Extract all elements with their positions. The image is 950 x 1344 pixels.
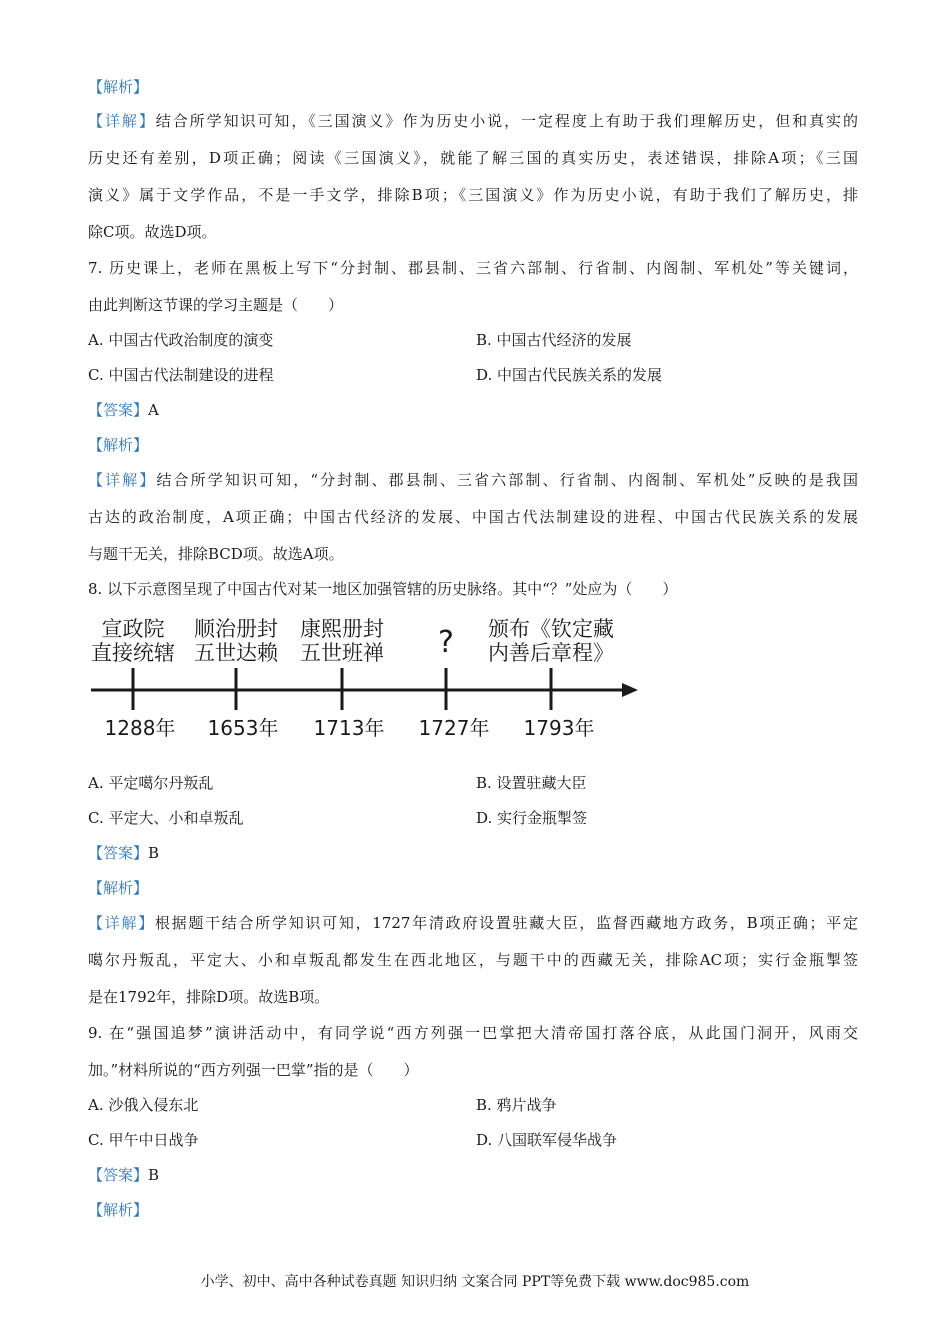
timeline-diagram <box>88 610 648 750</box>
q8-option-c: C. 平定大、小和卓叛乱 <box>88 809 244 827</box>
year-label-1713: 1713年 <box>313 716 385 740</box>
q8-option-b: B. 设置驻藏大臣 <box>476 774 587 792</box>
q7-analysis-tag: 【解析】 <box>88 436 149 454</box>
q8-analysis-tag: 【解析】 <box>88 879 149 897</box>
year-label-1793: 1793年 <box>523 716 595 740</box>
q8-detail-line-2: 噶尔丹叛乱，平定大、小和卓叛乱都发生在西北地区，与题干中的西藏无关，排除AC项；实行金瓶掣签 <box>88 951 858 969</box>
event-1713-line2: 五世班禅 <box>300 641 384 665</box>
event-1727-question-mark: ? <box>438 625 454 660</box>
q7-answer: 【答案】A <box>88 401 159 419</box>
q8-detail-line-3: 是在1792年，排除D项。故选B项。 <box>88 988 330 1006</box>
q7-option-c: C. 中国古代法制建设的进程 <box>88 366 274 384</box>
q8-stem: 8. 以下示意图呈现了中国古代对某一地区加强管辖的历史脉络。其中“？”处应为（ ） <box>88 580 678 598</box>
year-label-1653: 1653年 <box>207 716 279 740</box>
year-label-1288: 1288年 <box>104 716 176 740</box>
q7-option-b: B. 中国古代经济的发展 <box>476 331 632 349</box>
event-1288-line2: 直接统辖 <box>91 641 175 665</box>
q7-detail-line-2: 古达的政治制度，A项正确；中国古代经济的发展、中国古代法制建设的进程、中国古代民族关系的发展 <box>88 508 858 526</box>
q9-answer: 【答案】B <box>88 1166 160 1184</box>
q7-option-a: A. 中国古代政治制度的演变 <box>88 331 274 349</box>
q7-stem-line-2: 由此判断这节课的学习主题是（ ） <box>88 296 344 314</box>
year-label-1727: 1727年 <box>418 716 490 740</box>
event-1793-line1: 颁布《钦定藏 <box>488 617 614 641</box>
q9-option-d: D. 八国联军侵华战争 <box>476 1131 618 1149</box>
timeline-svg <box>88 610 648 750</box>
q7-detail-line-1: 【详解】结合所学知识可知，“分封制、郡县制、三省六部制、行省制、内阁制、军机处”反映的是我国 <box>88 471 858 489</box>
q6-analysis-tag: 【解析】 <box>88 78 149 96</box>
q9-stem-line-2: 加。”材料所说的“西方列强一巴掌”指的是（ ） <box>88 1061 419 1079</box>
q7-option-d: D. 中国古代民族关系的发展 <box>476 366 663 384</box>
event-1793-line2: 内善后章程》 <box>488 641 614 665</box>
q8-detail-line-1: 【详解】根据题干结合所学知识可知，1727年清政府设置驻藏大臣，监督西藏地方政务，B项正确；平定 <box>88 914 858 932</box>
q9-option-b: B. 鸦片战争 <box>476 1096 557 1114</box>
page-footer: 小学、初中、高中各种试卷真题 知识归纳 文案合同 PPT等免费下载 www.doc985.com <box>200 1274 750 1290</box>
q8-answer: 【答案】B <box>88 844 160 862</box>
timeline-arrow-icon <box>622 683 638 697</box>
q6-detail-line-4: 除C项。故选D项。 <box>88 223 217 241</box>
q9-option-c: C. 甲午中日战争 <box>88 1131 199 1149</box>
q8-option-d: D. 实行金瓶掣签 <box>476 809 588 827</box>
q7-stem-line-1: 7. 历史课上，老师在黑板上写下“分封制、郡县制、三省六部制、行省制、内阁制、军机处”等关键词， <box>88 259 858 277</box>
event-1288-line1: 宣政院 <box>101 617 165 641</box>
q9-analysis-tag: 【解析】 <box>88 1201 149 1219</box>
q8-option-a: A. 平定噶尔丹叛乱 <box>88 774 214 792</box>
q6-detail-line-2: 历史还有差别，D项正确；阅读《三国演义》，就能了解三国的真实历史，表述错误，排除A项；《三国 <box>88 149 858 167</box>
event-1653-line2: 五世达赖 <box>194 641 278 665</box>
q6-detail-line-3: 演义》属于文学作品，不是一手文学，排除B项；《三国演义》作为历史小说，有助于我们了解历史，排 <box>88 186 858 204</box>
q9-option-a: A. 沙俄入侵东北 <box>88 1096 199 1114</box>
q7-detail-line-3: 与题干无关，排除BCD项。故选A项。 <box>88 545 344 563</box>
event-1653-line1: 顺治册封 <box>194 617 278 641</box>
event-1713-line1: 康熙册封 <box>300 617 384 641</box>
q6-detail-line-1: 【详解】结合所学知识可知，《三国演义》作为历史小说，一定程度上有助于我们理解历史，但和真实的 <box>88 112 858 130</box>
q9-stem-line-1: 9. 在“强国追梦”演讲活动中，有同学说“西方列强一巴掌把大清帝国打落谷底，从此国门洞开，风雨交 <box>88 1024 858 1042</box>
